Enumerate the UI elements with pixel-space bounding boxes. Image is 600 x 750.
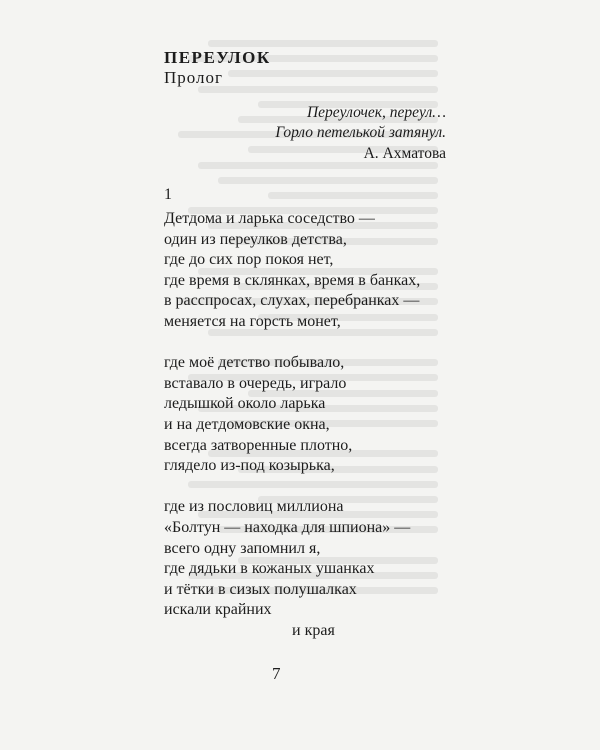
stanza	[164, 209, 420, 333]
verse-line: искали крайних	[164, 601, 272, 619]
verse-line: Детдома и ларька соседство —	[164, 210, 375, 227]
verse-line-indented: и края	[292, 621, 335, 639]
epigraph-author: А. Ахматова	[363, 145, 446, 162]
verse-line: всегда затворенные плотно,	[164, 436, 353, 454]
epigraph-line: Горло петелькой затянул.	[275, 124, 446, 141]
verse-line: ледышкой около ларька	[164, 395, 326, 413]
verse-line: и тётки в сизых полушалках	[164, 580, 357, 598]
bleed-line	[268, 192, 438, 199]
verse-line: всего одну запомнил я,	[164, 539, 321, 557]
poem-body	[164, 209, 420, 662]
stanza	[164, 353, 420, 477]
verse-line: где время в склянках, время в банках,	[164, 271, 421, 289]
verse-line: где дядьки в кожаных ушанках	[164, 560, 375, 578]
bleed-line	[198, 86, 438, 93]
verse-line: «Болтун — находка для шпиона» —	[164, 518, 411, 536]
poem-title: ПЕРЕУЛОК	[164, 48, 271, 67]
verse-line: и на детдомовские окна,	[164, 415, 330, 433]
bleed-line	[228, 70, 438, 77]
epigraph	[275, 103, 446, 164]
verse-line: глядело из-под козырька,	[164, 457, 335, 475]
verse-line: меняется на горсть монет,	[164, 312, 341, 330]
bleed-line	[208, 40, 438, 47]
page-number: 7	[272, 664, 281, 683]
section-number: 1	[164, 186, 172, 203]
verse-line: где до сих пор покоя нет,	[164, 251, 334, 269]
verse-line: один из переулков детства,	[164, 230, 347, 248]
epigraph-line: Переулочек, переул…	[306, 104, 446, 121]
stanza	[164, 497, 420, 641]
poem-subtitle: Пролог	[164, 68, 224, 87]
verse-line: вставало в очередь, играло	[164, 374, 347, 392]
verse-line: где моё детство побывало,	[164, 354, 345, 372]
verse-line: в расспросах, слухах, перебранках —	[164, 292, 420, 310]
verse-line: где из пословиц миллиона	[164, 498, 344, 516]
bleed-line	[218, 177, 438, 184]
